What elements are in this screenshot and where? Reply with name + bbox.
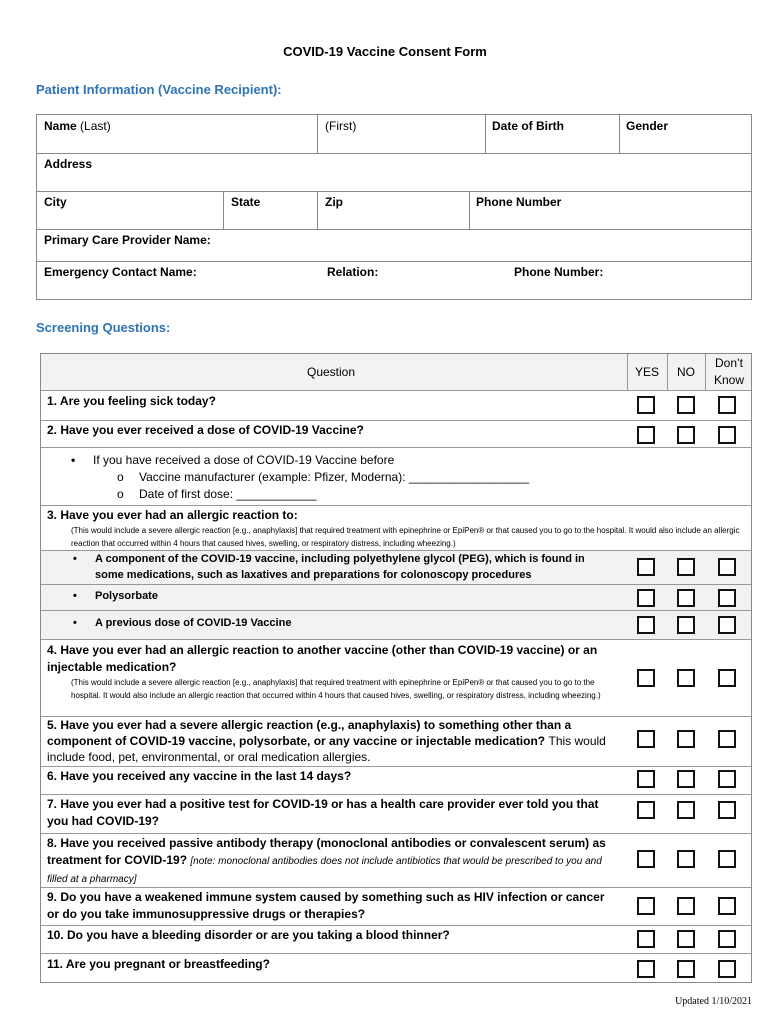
q3-polysorbate-no-checkbox[interactable] <box>677 589 695 607</box>
address-field[interactable]: Address <box>44 157 93 171</box>
col-yes-header: YES <box>635 365 660 379</box>
q2-manufacturer-line[interactable]: Vaccine manufacturer (example: Pfizer, Moderna): __________________ <box>139 470 530 484</box>
q3-peg-yes-checkbox[interactable] <box>637 558 655 576</box>
question-3-text: 3. Have you ever had an allergic reaction to: <box>47 508 298 522</box>
q1-no-checkbox[interactable] <box>677 396 695 414</box>
q2-no-checkbox[interactable] <box>677 426 695 444</box>
q1-yes-checkbox[interactable] <box>637 396 655 414</box>
q3-bullet-peg: • A component of the COVID-19 vaccine, including polyethylene glycol (PEG), which is found in some medications, such as laxatives and preparations for colonoscopy procedures <box>95 551 615 583</box>
zip-field[interactable]: Zip <box>325 195 343 209</box>
q5-yes-checkbox[interactable] <box>637 730 655 748</box>
q6-dont-know-checkbox[interactable] <box>718 770 736 788</box>
pcp-field[interactable]: Primary Care Provider Name: <box>44 233 211 247</box>
q4-no-checkbox[interactable] <box>677 669 695 687</box>
q2-first-dose-line[interactable]: Date of first dose: ____________ <box>139 487 317 501</box>
q11-no-checkbox[interactable] <box>677 960 695 978</box>
name-label: Name <box>44 119 77 133</box>
dob-field[interactable]: Date of Birth <box>492 119 564 133</box>
q11-dont-know-checkbox[interactable] <box>718 960 736 978</box>
screening-section-heading: Screening Questions: <box>36 320 171 335</box>
question-4 <box>47 642 617 702</box>
question-3 <box>47 507 747 550</box>
q2-dont-know-checkbox[interactable] <box>718 426 736 444</box>
emergency-phone-field[interactable]: Phone Number: <box>514 265 604 279</box>
q1-dont-know-checkbox[interactable] <box>718 396 736 414</box>
q2-bullet: • If you have received a dose of COVID-19 Vaccine before <box>93 452 613 468</box>
q8-no-checkbox[interactable] <box>677 850 695 868</box>
updated-date: Updated 1/10/2021 <box>675 996 752 1007</box>
q10-dont-know-checkbox[interactable] <box>718 930 736 948</box>
question-6: 6. Have you received any vaccine in the last 14 days? <box>47 769 352 783</box>
col-dont-know-header <box>707 355 751 389</box>
question-11: 11. Are you pregnant or breastfeeding? <box>47 957 270 971</box>
name-field[interactable] <box>44 119 111 133</box>
q7-no-checkbox[interactable] <box>677 801 695 819</box>
q5-dont-know-checkbox[interactable] <box>718 730 736 748</box>
col-no-header: NO <box>677 365 695 379</box>
first-name-field[interactable]: (First) <box>325 119 357 133</box>
question-5 <box>47 717 617 765</box>
q10-yes-checkbox[interactable] <box>637 930 655 948</box>
question-5-text: 5. Have you ever had a severe allergic reaction (e.g., anaphylaxis) to something other than a component of COVID-19 vaccine, polysorbate, or any vaccine or injectable medication? <box>47 718 572 748</box>
question-7: 7. Have you ever had a positive test for COVID-19 or has a health care provider ever told you that you had COVID-19? <box>47 797 599 828</box>
q11-yes-checkbox[interactable] <box>637 960 655 978</box>
q6-yes-checkbox[interactable] <box>637 770 655 788</box>
q2-sub-marker-1: o <box>117 470 124 484</box>
question-5-tail: This would include food, pet, environmental, or oral medication allergies. <box>47 734 606 764</box>
question-9: 9. Do you have a weakened immune system caused by something such as HIV infection or cancer or do you take immunosuppressive drugs or therapies? <box>47 890 605 921</box>
dont-know-line1: Don’t <box>714 356 743 370</box>
q9-no-checkbox[interactable] <box>677 897 695 915</box>
question-8-text: 8. Have you received passive antibody therapy (monoclonal antibodies or convalescent serum) as treatment for COVID-19? <box>47 836 606 867</box>
q6-no-checkbox[interactable] <box>677 770 695 788</box>
q3-previous-dose-yes-checkbox[interactable] <box>637 616 655 634</box>
last-label: (Last) <box>80 119 111 133</box>
patient-info-box <box>36 114 752 300</box>
q3-previous-dose-no-checkbox[interactable] <box>677 616 695 634</box>
question-8-note: [note: monoclonal antibodies does not include antibiotics that would be prescribed to you and filled at a pharmacy] <box>47 856 602 885</box>
gender-field[interactable]: Gender <box>626 119 669 133</box>
col-question-header: Question <box>307 365 356 379</box>
q2-yes-checkbox[interactable] <box>637 426 655 444</box>
question-4-note: (This would include a severe allergic reaction [e.g., anaphylaxis] that required treatment with epinephrine or EpiPen® or that caused you to go to the hospital. It would also include an allergic reaction that occurred within 4 hours that caused hives, swelling, or respiratory distress, including wheezing.) <box>71 678 601 700</box>
relation-field[interactable]: Relation: <box>327 265 379 279</box>
q3-peg-no-checkbox[interactable] <box>677 558 695 576</box>
screening-table <box>40 353 752 983</box>
question-4-text: 4. Have you ever had an allergic reaction to another vaccine (other than COVID-19 vaccine) or an injectable medication? <box>47 643 598 674</box>
q8-dont-know-checkbox[interactable] <box>718 850 736 868</box>
q9-yes-checkbox[interactable] <box>637 897 655 915</box>
patient-section-heading: Patient Information (Vaccine Recipient): <box>36 82 282 97</box>
phone-field[interactable]: Phone Number <box>476 195 562 209</box>
q10-no-checkbox[interactable] <box>677 930 695 948</box>
city-field[interactable]: City <box>44 195 67 209</box>
q7-yes-checkbox[interactable] <box>637 801 655 819</box>
question-10: 10. Do you have a bleeding disorder or are you taking a blood thinner? <box>47 928 450 942</box>
q3-peg-dont-know-checkbox[interactable] <box>718 558 736 576</box>
question-2: 2. Have you ever received a dose of COVID-19 Vaccine? <box>47 423 364 437</box>
q7-dont-know-checkbox[interactable] <box>718 801 736 819</box>
q4-yes-checkbox[interactable] <box>637 669 655 687</box>
q2-sub-marker-2: o <box>117 487 124 501</box>
form-title: COVID-19 Vaccine Consent Form <box>283 44 487 59</box>
question-3-note: (This would include a severe allergic reaction [e.g., anaphylaxis] that required treatment with epinephrine or EpiPen® or that caused you to go to the hospital. It would also include an allergic reaction that occurred within 4 hours that caused hives, swelling, or respiratory distress, including wheezing.) <box>71 526 740 548</box>
q3-polysorbate-dont-know-checkbox[interactable] <box>718 589 736 607</box>
question-1: 1. Are you feeling sick today? <box>47 394 216 408</box>
emergency-contact-field[interactable]: Emergency Contact Name: <box>44 265 197 279</box>
q8-yes-checkbox[interactable] <box>637 850 655 868</box>
q3-bullet-previous-dose: • A previous dose of COVID-19 Vaccine <box>95 615 615 631</box>
dont-know-line2: Know <box>713 373 745 387</box>
q5-no-checkbox[interactable] <box>677 730 695 748</box>
q3-previous-dose-dont-know-checkbox[interactable] <box>718 616 736 634</box>
q4-dont-know-checkbox[interactable] <box>718 669 736 687</box>
q9-dont-know-checkbox[interactable] <box>718 897 736 915</box>
q3-polysorbate-yes-checkbox[interactable] <box>637 589 655 607</box>
state-field[interactable]: State <box>231 195 261 209</box>
q3-bullet-polysorbate: • Polysorbate <box>95 588 615 604</box>
question-8 <box>47 835 617 888</box>
